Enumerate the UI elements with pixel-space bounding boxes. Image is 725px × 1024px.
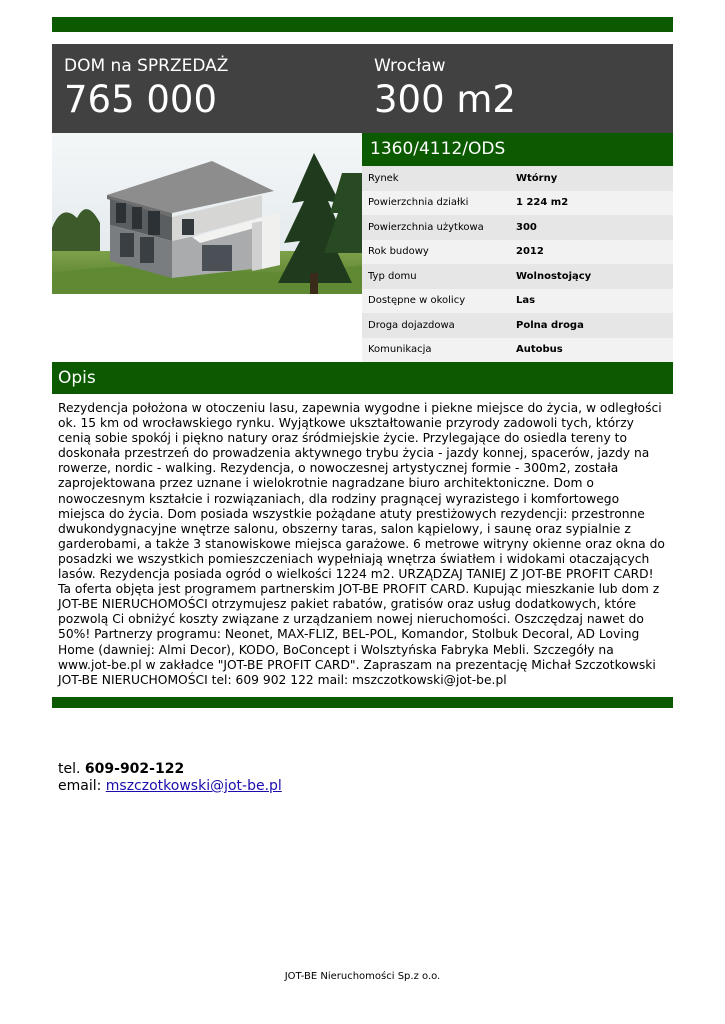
detail-row <box>362 313 673 338</box>
detail-value: 1 224 m2 <box>516 197 569 209</box>
detail-value: Autobus <box>516 344 563 356</box>
phone-number: 609-902-122 <box>84 761 185 777</box>
detail-value: 2012 <box>516 246 544 258</box>
top-accent-bar <box>52 17 673 32</box>
detail-row <box>362 191 673 216</box>
detail-label: Droga dojazdowa <box>368 319 455 331</box>
area: 300 m2 <box>374 78 516 121</box>
email-line <box>58 778 282 795</box>
phone-line <box>58 761 282 778</box>
detail-label: Rynek <box>368 172 399 184</box>
description-heading: Opis <box>52 362 673 394</box>
detail-row <box>362 338 673 363</box>
detail-value: Wtórny <box>516 172 558 184</box>
detail-label: Komunikacja <box>368 344 432 356</box>
header-right <box>374 56 516 122</box>
phone-label: tel. <box>58 761 81 777</box>
detail-value: Las <box>516 295 536 307</box>
detail-label: Powierzchnia działki <box>368 197 469 209</box>
reference-number: 1360/4112/ODS <box>362 133 673 166</box>
detail-value: Polna droga <box>516 319 584 331</box>
city: Wrocław <box>374 56 446 76</box>
detail-row <box>362 289 673 314</box>
detail-value: Wolnostojący <box>516 270 592 282</box>
property-type: DOM na SPRZEDAŻ <box>64 56 229 76</box>
detail-label: Powierzchnia użytkowa <box>368 221 484 233</box>
listing-header <box>52 44 673 133</box>
detail-label: Rok budowy <box>368 246 429 258</box>
detail-row <box>362 215 673 240</box>
details-table <box>362 166 673 362</box>
contact-block <box>58 761 282 795</box>
description-text: Rezydencja położona w otoczeniu lasu, zapewnia wygodne i piekne miejsce do życia, w odległości ok. 15 km od wrocławskiego rynku. Wyjątkowe ukształtowanie przyrody zadowoli tych, którzy cenią sobie spokój i piękno natury oraz śródmiejskie życie. Przylegające do osiedla tereny to doskonała przestrzeń do prowadzenia aktywnego trybu życia - jazdy konnej, spacerów, jazdy na rowerze, nordic - walking. Rezydencja, o nowoczesnej artystycznej formie - 300m2, została zaprojektowana przez uznane i wielokrotnie nagradzane biuro architektoniczne. Dom o nowoczesnym kształcie i rozwiązaniach, dla rodziny pragnącej wyrazistego i komfortowego miejsca do życia. Dom posiada wszystkie pożądane atuty prestiżowych rezydencji: przestronne dwukondygnacyjne wnętrze salonu, obszerny taras, salon kąpielowy, i saunę oraz sypialnie z garderobami, a także 3 stanowiskowe miejsca garażowe. 6 metrowe witryny okienne oraz okna do posadzki we wszystkich pomieszczeniach wypełniają wnętrza światłem i widokami otaczających lasów. Rezydencja posiada ogród o wielkości 1224 m2. URZĄDZAJ TANIEJ Z JOT-BE PROFIT CARD! Ta oferta objęta jest programem partnerskim JOT-BE PROFIT CARD. Kupując mieszkanie lub dom z JOT-BE NIERUCHOMOŚCI otrzymujesz pakiet rabatów, gratisów oraz usług dodatkowych, które pozwolą Ci obniżyć koszty związane z urządzaniem nowej nieruchomości. Oszczędzaj nawet do 50%! Partnerzy programu: Neonet, MAX-FLIZ, BEL-POL, Komandor, Stolbuk Decoral, AD Loving Home (dawniej: Almi Decor), KODO, BoConcept i Wolsztyńska Fabryka Mebli. Szczegóły na www.jot-be.pl w zakładce "JOT-BE PROFIT CARD". Zapraszam na prezentację Michał Szczotkowski JOT-BE NIERUCHOMOŚCI tel: 609 902 122 mail: mszczotkowski@jot-be.pl <box>58 401 665 687</box>
detail-label: Typ domu <box>368 270 417 282</box>
email-link[interactable]: mszczotkowski@jot-be.pl <box>105 778 282 794</box>
detail-row <box>362 264 673 289</box>
detail-label: Dostępne w okolicy <box>368 295 466 307</box>
bottom-accent-bar <box>52 697 673 708</box>
property-photo <box>52 133 362 294</box>
header-left <box>64 56 228 122</box>
footer-company: JOT-BE Nieruchomości Sp.z o.o. <box>284 971 441 982</box>
detail-row <box>362 240 673 265</box>
email-label: email: <box>58 778 102 794</box>
price: 765 000 <box>64 78 218 121</box>
detail-row <box>362 166 673 191</box>
detail-value: 300 <box>516 221 537 233</box>
